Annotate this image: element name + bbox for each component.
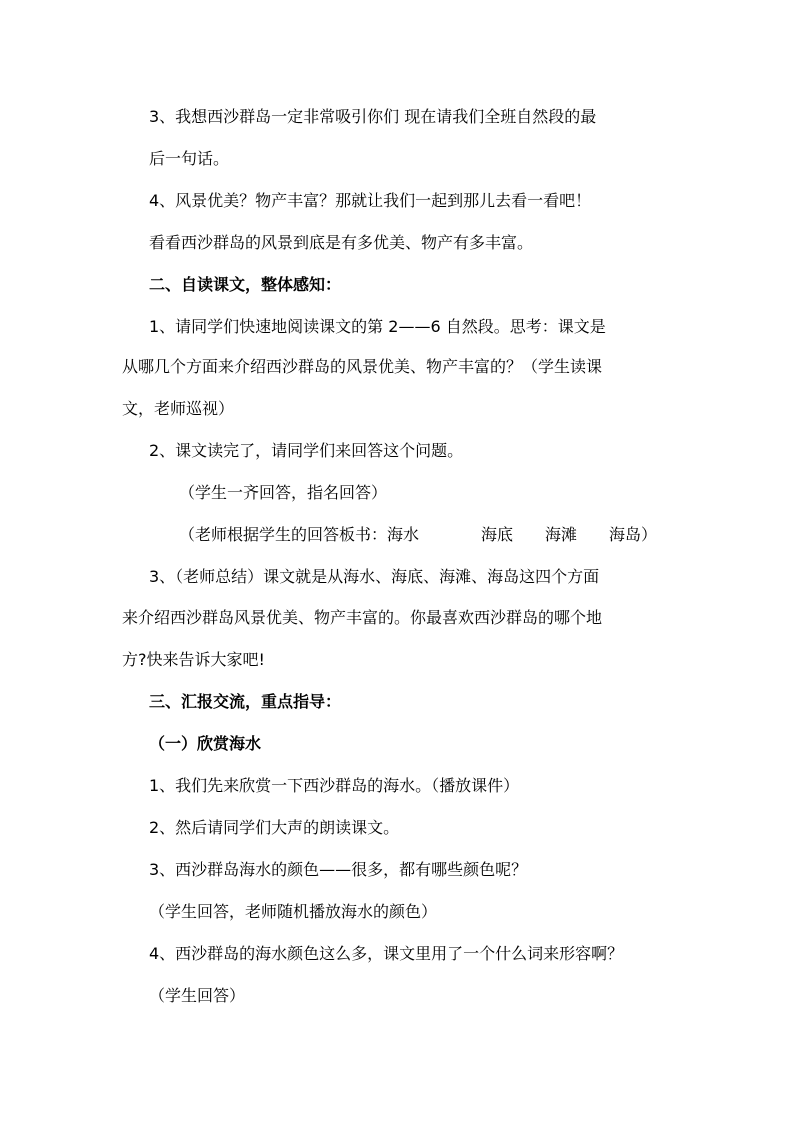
paragraph-line: 方?快来告诉大家吧! <box>122 650 265 669</box>
paragraph-line: 3、我想西沙群岛一定非常吸引你们 现在请我们全班自然段的最 <box>149 107 597 126</box>
paragraph-line: 2、课文读完了，请同学们来回答这个问题。 <box>149 441 464 460</box>
subsection-heading: （一）欣赏海水 <box>149 734 262 753</box>
paragraph-line: （学生回答） <box>149 986 246 1005</box>
board-note-seabed: 海底 <box>481 525 514 544</box>
paragraph-line: 1、我们先来欣赏一下西沙群岛的海水。（播放课件） <box>149 776 520 795</box>
paragraph-line: 文，老师巡视） <box>122 399 235 418</box>
paragraph-line: 2、然后请同学们大声的朗读课文。 <box>149 818 400 837</box>
paragraph-line: （学生回答，老师随机播放海水的颜色） <box>149 902 438 921</box>
section-heading: 二、自读课文，整体感知： <box>149 275 342 294</box>
board-note-island: 海岛） <box>609 525 658 544</box>
paragraph-line: 来介绍西沙群岛风景优美、物产丰富的。你最喜欢西沙群岛的哪个地 <box>122 608 603 627</box>
paragraph-line: 后一句话。 <box>149 149 230 168</box>
paragraph-line: 4、西沙群岛的海水颜色这么多，课文里用了一个什么词来形容啊？ <box>149 944 624 963</box>
paragraph-line: （老师根据学生的回答板书：海水 <box>179 525 420 544</box>
paragraph-line: 1、请同学们快速地阅读课文的第 2——6 自然段。思考：课文是 <box>149 317 606 336</box>
paragraph-line: 从哪几个方面来介绍西沙群岛的风景优美、物产丰富的？（学生读课 <box>122 357 603 376</box>
paragraph-line: 3、（老师总结）课文就是从海水、海底、海滩、海岛这四个方面 <box>149 567 600 586</box>
paragraph-line: 看看西沙群岛的风景到底是有多优美、物产有多丰富。 <box>149 233 534 252</box>
paragraph-line: 3、西沙群岛海水的颜色——很多，都有哪些颜色呢？ <box>149 860 528 879</box>
section-heading: 三、汇报交流，重点指导： <box>149 692 342 711</box>
paragraph-line: （学生一齐回答，指名回答） <box>179 483 388 502</box>
board-note-beach: 海滩 <box>545 525 578 544</box>
paragraph-line: 4、风景优美？物产丰富？那就让我们一起到那儿去看一看吧！ <box>149 191 592 210</box>
